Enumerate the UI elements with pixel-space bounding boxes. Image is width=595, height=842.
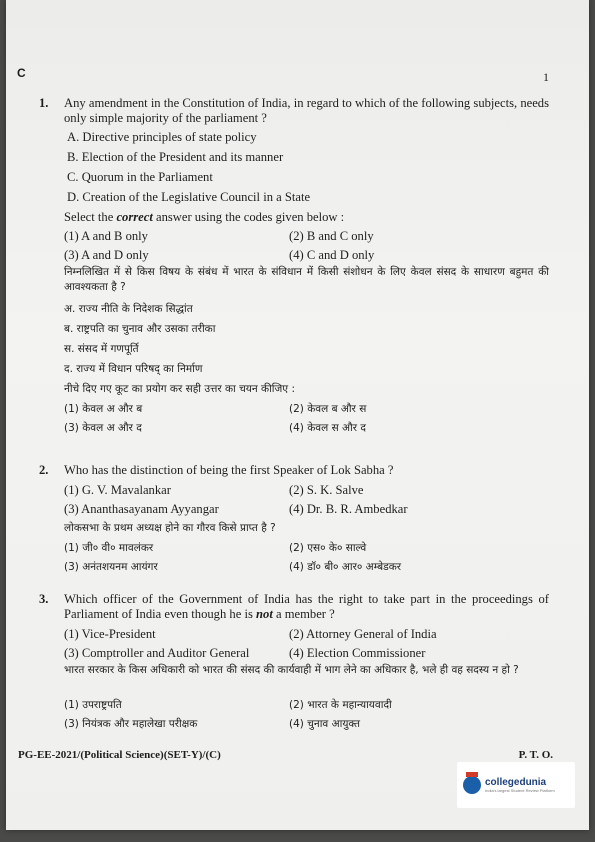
hindi-option-2: (2) भारत के महान्यायवादी <box>289 699 392 711</box>
hindi-options-row-1 <box>64 698 549 717</box>
graduate-cap-icon <box>463 776 481 794</box>
option-item-a: A. Directive principles of state policy <box>67 130 257 144</box>
page-number: 1 <box>543 70 549 84</box>
hindi-option-3: (3) अनंतशयनम आयंगर <box>64 561 158 573</box>
hindi-option-1: (1) जी० वी० मावलंकर <box>64 542 154 554</box>
hindi-options-row-1 <box>64 402 549 421</box>
answer-option-1: (1) A and B only <box>64 229 148 243</box>
hindi-option-3: (3) केवल अ और द <box>64 422 142 434</box>
answer-option-4: (4) C and D only <box>289 248 375 262</box>
option-item-b: B. Election of the President and its manner <box>67 150 284 164</box>
pto-label: P. T. O. <box>518 749 553 761</box>
hindi-option-2: (2) केवल ब और स <box>289 403 367 415</box>
question-2 <box>39 463 549 579</box>
answer-option-1: (1) G. V. Mavalankar <box>64 483 171 497</box>
answer-options-row-2 <box>64 646 549 663</box>
answer-option-2: (2) Attorney General of India <box>289 627 437 641</box>
hindi-options-row-1 <box>64 541 549 560</box>
answer-options-row-1 <box>64 483 549 502</box>
paper-code: PG-EE-2021/(Political Science)(SET-Y)/(C) <box>18 749 221 761</box>
hindi-item-d: द. राज्य में विधान परिषद् का निर्माण <box>64 363 203 375</box>
hindi-instruction: नीचे दिए गए कूट का प्रयोग कर सही उत्तर का चयन कीजिए : <box>64 383 295 395</box>
hindi-option-2: (2) एस० के० साल्वे <box>289 542 367 554</box>
answer-option-2: (2) S. K. Salve <box>289 483 364 497</box>
hindi-option-4: (4) डॉ० बी० आर० अम्बेडकर <box>289 561 402 573</box>
hindi-option-3: (3) नियंत्रक और महालेखा परीक्षक <box>64 718 198 730</box>
answer-options-row-1 <box>64 627 549 646</box>
answer-option-3: (3) Ananthasayanam Ayyangar <box>64 502 219 516</box>
option-item-c: C. Quorum in the Parliament <box>67 170 213 184</box>
hindi-stem: भारत सरकार के किस अधिकारी को भारत की संसद की कार्यवाही में भाग लेने का अधिकार है, भले ही वह सदस्य न हो ? <box>64 664 519 676</box>
question-stem: Who has the distinction of being the first Speaker of Lok Sabha ? <box>64 463 394 477</box>
hindi-item-b: ब. राष्ट्रपति का चुनाव और उसका तरीका <box>64 323 216 335</box>
hindi-option-1: (1) केवल अ और ब <box>64 403 143 415</box>
watermark-brand: collegedunia <box>485 777 547 788</box>
answer-options-row-2 <box>64 502 549 521</box>
question-stem: Any amendment in the Constitution of India, in regard to which of the following subjects, needs only simple majority of the parliament ? <box>64 96 549 125</box>
hindi-option-4: (4) केवल स और द <box>289 422 366 434</box>
answer-option-2: (2) B and C only <box>289 229 374 243</box>
set-letter: C <box>17 66 26 80</box>
option-item-d: D. Creation of the Legislative Council in a State <box>67 190 311 204</box>
answer-instruction: Select the correct answer using the codes given below : <box>64 210 345 224</box>
hindi-options-row-2 <box>64 421 549 440</box>
hindi-options-row-2 <box>64 560 549 579</box>
hindi-option-1: (1) उपराष्ट्रपति <box>64 699 122 711</box>
answer-option-3: (3) A and D only <box>64 248 149 262</box>
answer-option-4: (4) Election Commissioner <box>289 646 426 660</box>
question-3 <box>39 592 549 736</box>
collegedunia-watermark <box>457 762 575 808</box>
answer-option-1: (1) Vice-President <box>64 627 156 641</box>
hindi-item-c: स. संसद में गणपूर्ति <box>64 343 139 355</box>
answer-option-3: (3) Comptroller and Auditor General <box>64 646 250 660</box>
question-number: 2. <box>39 463 49 477</box>
answer-options-row-2 <box>64 248 549 265</box>
hindi-options-row-2 <box>64 717 549 736</box>
question-number: 3. <box>39 592 49 606</box>
hindi-option-4: (4) चुनाव आयुक्त <box>289 718 361 730</box>
hindi-stem: निम्नलिखित में से किस विषय के संबंध में भारत के संविधान में किसी संशोधन के लिए केवल संसद के साधारण बहुमत की आवश्यकता है ? <box>64 266 549 293</box>
answer-option-4: (4) Dr. B. R. Ambedkar <box>289 502 408 516</box>
answer-options-row-1 <box>64 229 549 248</box>
hindi-stem: लोकसभा के प्रथम अध्यक्ष होने का गौरव किसे प्राप्त है ? <box>64 522 276 534</box>
question-number: 1. <box>39 96 49 110</box>
hindi-item-a: अ. राज्य नीति के निदेशक सिद्धांत <box>64 303 193 315</box>
question-stem: Which officer of the Government of India has the right to take part in the proceedings of Parliament of India even though he is not a member ? <box>64 592 549 621</box>
question-1 <box>39 96 549 440</box>
watermark-tagline: India's largest Student Review Platform <box>485 788 555 793</box>
exam-page <box>6 0 589 830</box>
